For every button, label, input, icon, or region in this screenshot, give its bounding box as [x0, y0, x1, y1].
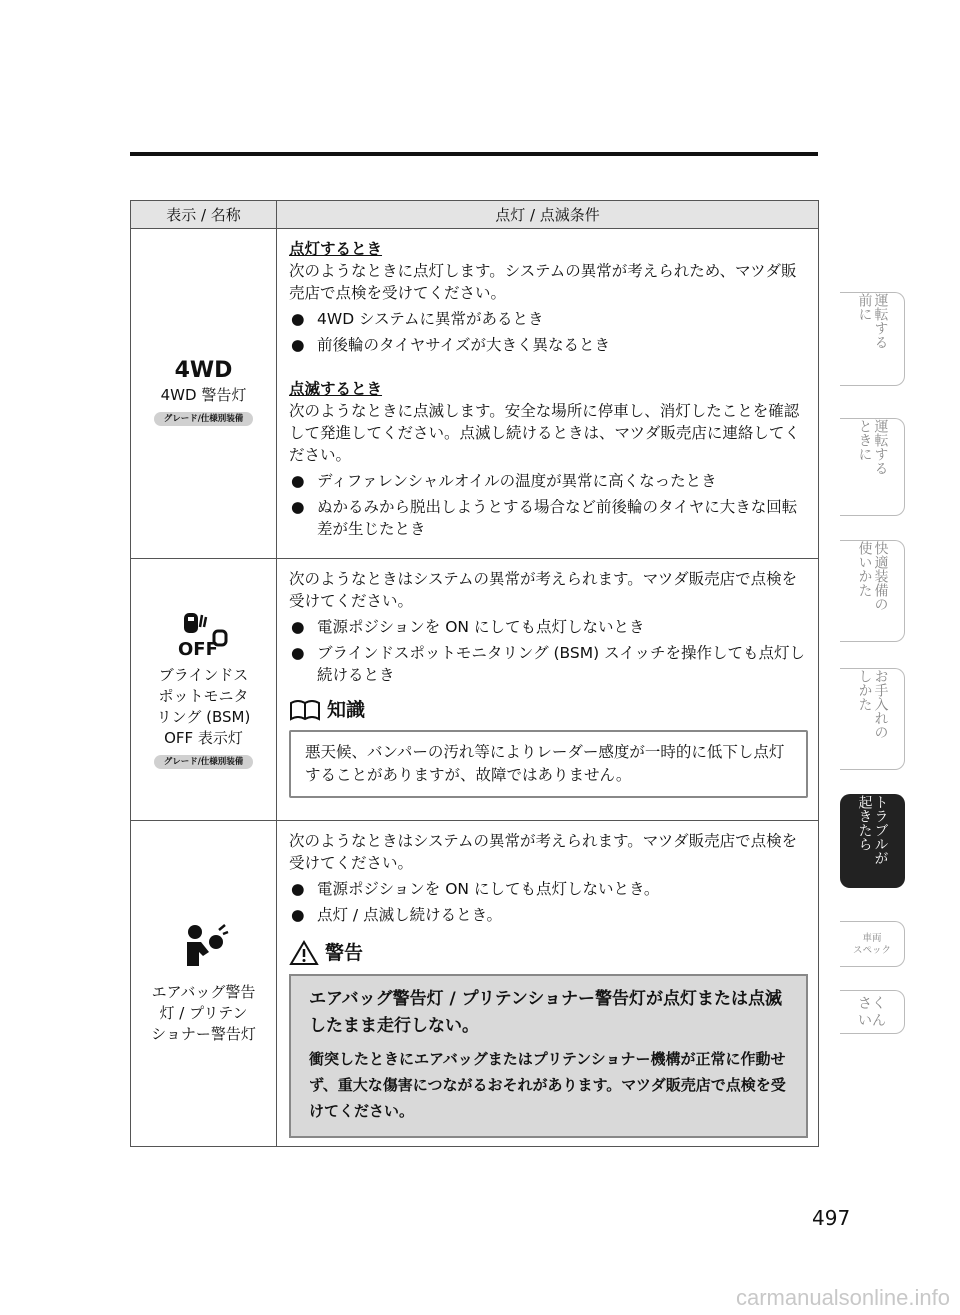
list-item: ● 電源ポジションを ON にしても点灯しないとき — [291, 618, 645, 636]
svg-text:OFF: OFF — [177, 639, 218, 657]
section-text: 次のようなときはシステムの異常が考えられます。マツダ販売店で点検を受けてください。 — [289, 832, 798, 872]
tab-maintenance[interactable]: しかた お手入れの — [840, 668, 905, 770]
book-icon — [289, 698, 321, 722]
row-name-line: ブラインドス — [158, 666, 249, 684]
tab-troubleshooting[interactable]: 起きたら トラブルが — [840, 794, 905, 888]
tab-while-driving[interactable]: ときに 運転する — [840, 418, 905, 516]
table-row — [131, 821, 819, 1147]
list-item: ● 電源ポジションを ON にしても点灯しないとき。 — [291, 880, 660, 898]
warning-text: 衝突したときにエアバッグまたはプリテンショナー機構が正常に作動せず、重大な傷害につながるおそれがあります。マツダ販売店で点検を受けてください。 — [309, 1050, 786, 1120]
header-name: 表示 / 名称 — [131, 201, 277, 229]
row-airbag-condition-cell — [277, 821, 819, 1147]
row-4wd-condition-cell — [277, 229, 819, 559]
grade-badge: グレード/仕様別装備 — [154, 755, 254, 769]
airbag-warning-icon — [179, 922, 229, 972]
list-item: ● 前後輪のタイヤサイズが大きく異なるとき — [291, 336, 610, 354]
section-heading: 点滅するとき — [289, 380, 383, 398]
table-header-row — [131, 201, 819, 229]
row-name-line: ショナー警告灯 — [151, 1025, 256, 1043]
section-text: 次のようなときに点滅します。安全な場所に停車し、消灯したことを確認して発進してください。点滅し続けるときは、マツダ販売店に連絡してください。 — [289, 402, 800, 464]
row-4wd-name-cell — [131, 229, 277, 559]
top-rule — [130, 152, 818, 156]
row-bsm-name-cell — [131, 559, 277, 821]
tab-comfort-features[interactable]: 使いかた 快適装備の — [840, 540, 905, 642]
list-item: ● ディファレンシャルオイルの温度が異常に高くなったとき — [291, 472, 717, 490]
table-row — [131, 559, 819, 821]
row-name-line: OFF 表示灯 — [164, 729, 243, 747]
list-item: ● ブラインドスポットモニタリング (BSM) スイッチを操作しても点灯し続けるとき — [291, 644, 805, 684]
header-condition: 点灯 / 点滅条件 — [277, 201, 819, 229]
tab-index[interactable]: さく いん — [840, 990, 905, 1034]
warning-title: 警告 — [289, 940, 806, 966]
row-airbag-name-cell — [131, 821, 277, 1147]
row-name-line: 灯 / プリテン — [159, 1004, 248, 1022]
note-box: 悪天候、バンパーの汚れ等によりレーダー感度が一時的に低下し点灯することがありますが、故障ではありません。 — [289, 730, 808, 798]
warning-lights-table — [130, 200, 819, 1147]
list-item: ● ぬかるみから脱出しようとする場合など前後輪のタイヤに大きな回転差が生じたとき — [291, 498, 798, 538]
warning-triangle-icon — [289, 940, 319, 966]
section-heading: 点灯するとき — [289, 240, 383, 258]
note-title: 知識 — [289, 698, 806, 722]
table-row — [131, 229, 819, 559]
4wd-icon: 4WD — [174, 358, 233, 383]
page-number: 497 — [812, 1206, 851, 1230]
row-name-line: エアバッグ警告 — [151, 983, 256, 1001]
row-bsm-condition-cell — [277, 559, 819, 821]
section-text: 次のようなときに点灯します。システムの異常が考えられため、マツダ販売店で点検を受けてください。 — [289, 262, 797, 302]
tab-specifications[interactable]: 車両 スペック — [840, 921, 905, 967]
warning-box — [289, 974, 808, 1138]
grade-badge: グレード/仕様別装備 — [154, 412, 254, 426]
row-name-line: ポットモニタ — [158, 687, 249, 705]
list-item: ● 4WD システムに異常があるとき — [291, 310, 544, 328]
watermark: carmanualsonline.info — [735, 1285, 950, 1310]
row-name-line: リング (BSM) — [156, 708, 251, 726]
list-item: ● 点灯 / 点滅し続けるとき。 — [291, 906, 502, 924]
warning-heading: エアバッグ警告灯 / プリテンショナー警告灯が点灯または点滅したまま走行しない。 — [309, 989, 783, 1036]
section-text: 次のようなときはシステムの異常が考えられます。マツダ販売店で点検を受けてください。 — [289, 570, 798, 610]
row-name: 4WD 警告灯 — [160, 386, 247, 404]
bsm-off-icon — [176, 609, 232, 657]
tab-before-driving[interactable]: 前に 運転する — [840, 292, 905, 386]
